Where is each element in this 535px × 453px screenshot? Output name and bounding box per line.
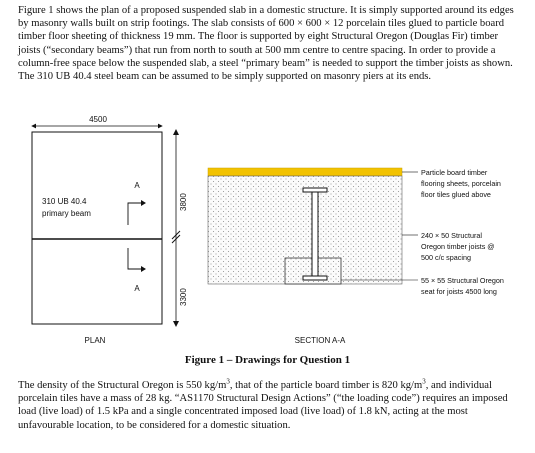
steel-beam-web xyxy=(312,192,318,276)
drawings xyxy=(0,108,535,353)
dim-arrow-bottom-icon xyxy=(173,321,179,327)
plan-width-dimension: 4500 xyxy=(89,115,107,124)
plan-view xyxy=(32,115,188,345)
steel-beam-top-flange xyxy=(303,188,327,192)
flooring-layer xyxy=(208,168,402,176)
note-joist-2: Oregon timber joists @ xyxy=(421,242,495,251)
plan-height-bottom: 3300 xyxy=(179,288,188,306)
section-arrow-top-icon xyxy=(141,200,146,206)
plan-height-top: 3800 xyxy=(179,193,188,211)
section-arrow-bottom-icon xyxy=(141,266,146,272)
intro-paragraph: Figure 1 shows the plan of a proposed suspended slab in a domestic structure. It is simply supported around its edges by masonry walls built on strip footings. The slab consists of 600 × 600 × 12 porcelain tiles glued to particle board timber floor sheeting of thickness 19 mm. The floor is supported by eight Structural Oregon (Douglas Fir) timber joists (“secondary beams”) that run from north to south at 500 mm centre to centre spacing. In order to provide a column-free space below the suspended slab, a steel “primary beam” is needed to support the timber joists as shown. The 310 UB 40.4 steel beam can be assumed to be simply supported on masonry piers at its ends. xyxy=(18,5,514,83)
section-cut-bottom xyxy=(128,248,141,269)
section-view xyxy=(208,168,504,345)
outro-sup-2: 3 xyxy=(422,377,426,386)
section-mark-top: A xyxy=(134,181,140,190)
note-seat-1: 55 × 55 Structural Oregon xyxy=(421,276,504,285)
outro-sup-1: 3 xyxy=(226,377,230,386)
outro-text-3: , and individual porcelain tiles have a mass of 28 kg. “AS1170 Structural Design Actions” (“the loading code”) requires an imposed load (live load) of 1.5 kPa and a single concentrated imposed load (live load) of 1.8 kN, acting at the most unfavourable location, to be considered for a domestic situation. xyxy=(18,380,508,431)
figure-caption: Figure 1 – Drawings for Question 1 xyxy=(184,354,351,366)
outro-text-2: , that of the particle board timber is 820 kg/m xyxy=(229,380,423,391)
section-cut-top xyxy=(128,203,141,225)
note-flooring-2: flooring sheets, porcelain xyxy=(421,179,501,188)
section-title: SECTION A-A xyxy=(294,336,346,345)
outro-paragraph xyxy=(18,379,518,432)
note-flooring-3: floor tiles glued above xyxy=(421,190,491,199)
section-mark-bottom: A xyxy=(134,284,140,293)
note-joist-1: 240 × 50 Structural xyxy=(421,231,482,240)
outro-text-1: The density of the Structural Oregon is 550 kg/m xyxy=(18,380,227,391)
note-seat-2: seat for joists 4500 long xyxy=(421,287,497,296)
plan-title: PLAN xyxy=(84,336,106,345)
steel-beam-bottom-flange xyxy=(303,276,327,280)
plan-outline xyxy=(32,132,162,324)
note-joist-3: 500 c/c spacing xyxy=(421,253,471,262)
dim-arrow-top-icon xyxy=(173,129,179,135)
note-flooring-1: Particle board timber xyxy=(421,168,488,177)
beam-label-2: primary beam xyxy=(42,209,91,218)
beam-label-1: 310 UB 40.4 xyxy=(42,197,87,206)
